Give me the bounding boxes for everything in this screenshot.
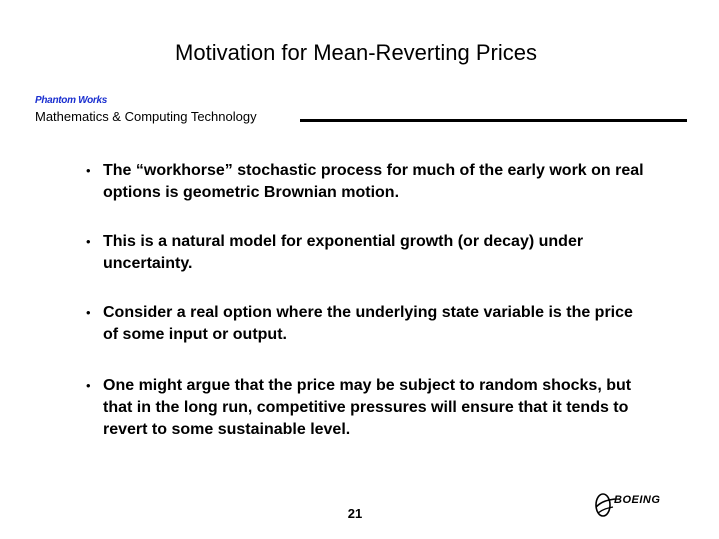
bullet-marker: • [86, 163, 91, 178]
bullet-text: The “workhorse” stochastic process for much of the early work on real options is geometric Brownian motion. [103, 162, 644, 201]
bullet-marker: • [86, 234, 91, 249]
header-rule [300, 119, 687, 122]
bullet-text: One might argue that the price may be subject to random shocks, but that in the long run, competitive pressures will ensure that it tends to revert to some sustainable level. [103, 377, 632, 438]
boeing-logo [594, 489, 694, 523]
bullet-text: This is a natural model for exponential growth (or decay) under uncertainty. [103, 233, 584, 272]
slide-title: Motivation for Mean-Reverting Prices [175, 40, 537, 65]
bullet-item [86, 302, 646, 346]
brand-name: Phantom Works [35, 95, 108, 106]
bullet-marker: • [86, 305, 91, 320]
boeing-logo-text: BOEING [614, 494, 661, 506]
department-label: Mathematics & Computing Technology [35, 109, 257, 124]
bullet-marker: • [86, 378, 91, 393]
bullet-item [86, 160, 646, 204]
bullet-item [86, 375, 646, 441]
bullet-item [86, 231, 646, 275]
page-number: 21 [347, 506, 363, 521]
bullet-text: Consider a real option where the underlying state variable is the price of some input or output. [103, 304, 633, 343]
boeing-logo-icon [594, 491, 616, 519]
